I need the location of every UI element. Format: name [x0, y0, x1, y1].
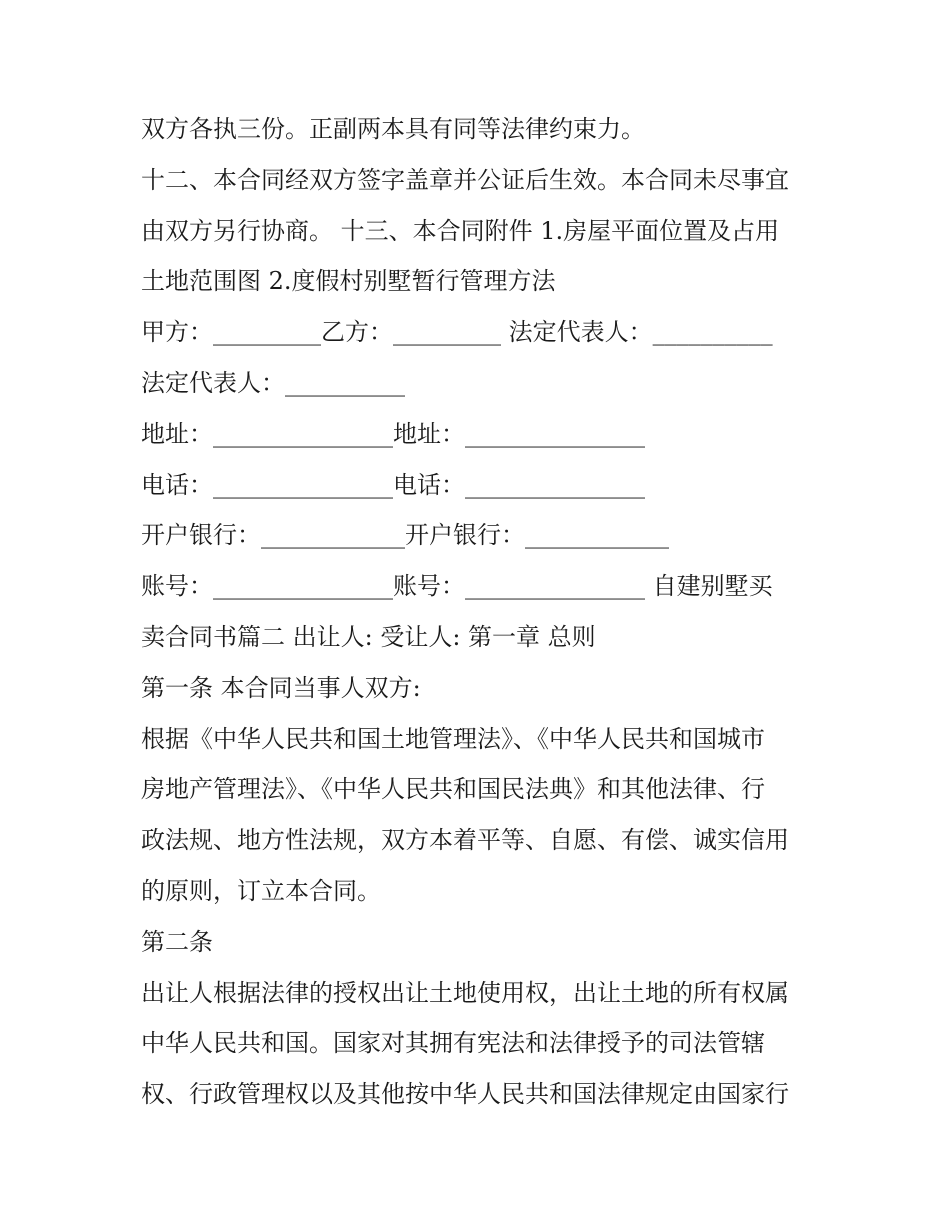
text-line: 房地产管理法》、《中华人民共和国民法典》和其他法律、行 — [141, 775, 765, 804]
text-line: 出让人根据法律的授权出让土地使用权，出让土地的所有权属 — [141, 978, 789, 1007]
text-line: 的原则，订立本合同。 — [141, 876, 381, 905]
text-line: 政法规、地方性法规，双方本着平等、自愿、有偿、诚实信用 — [141, 826, 789, 855]
text-line: 权、行政管理权以及其他按中华人民共和国法律规定由国家行 — [141, 1080, 789, 1109]
text-line: 双方各执三份。正副两本具有同等法律约束力。 — [141, 115, 645, 143]
account-line: 账号：_______________账号：_______________ 自建别墅买 — [141, 572, 773, 601]
article-heading: 第二条 — [141, 927, 213, 956]
document-body — [141, 104, 821, 1120]
signature-line-legal-rep: 法定代表人：__________ — [141, 368, 405, 397]
address-line: 地址：_______________地址：_______________ — [141, 419, 645, 448]
text-line: 中华人民共和国。国家对其拥有宪法和法律授予的司法管辖 — [141, 1029, 765, 1058]
article-heading: 第一条 本合同当事人双方: — [141, 673, 421, 702]
bank-line: 开户银行：____________开户银行：____________ — [141, 521, 669, 550]
text-line: 由双方另行协商。 十三、本合同附件 1.房屋平面位置及占用 — [141, 216, 780, 245]
text-line: 十二、本合同经双方签字盖章并公证后生效。本合同未尽事宜 — [141, 165, 789, 194]
phone-line: 电话：_______________电话：_______________ — [141, 470, 645, 499]
signature-line-party-a-b: 甲方：_________乙方：_________ 法定代表人：__________ — [141, 318, 773, 347]
text-line: 土地范围图 2.度假村别墅暂行管理方法 — [141, 267, 556, 296]
section-heading-line: 卖合同书篇二 出让人: 受让人: 第一章 总则 — [141, 622, 596, 651]
text-line: 根据《中华人民共和国土地管理法》、《中华人民共和国城市 — [141, 724, 765, 753]
